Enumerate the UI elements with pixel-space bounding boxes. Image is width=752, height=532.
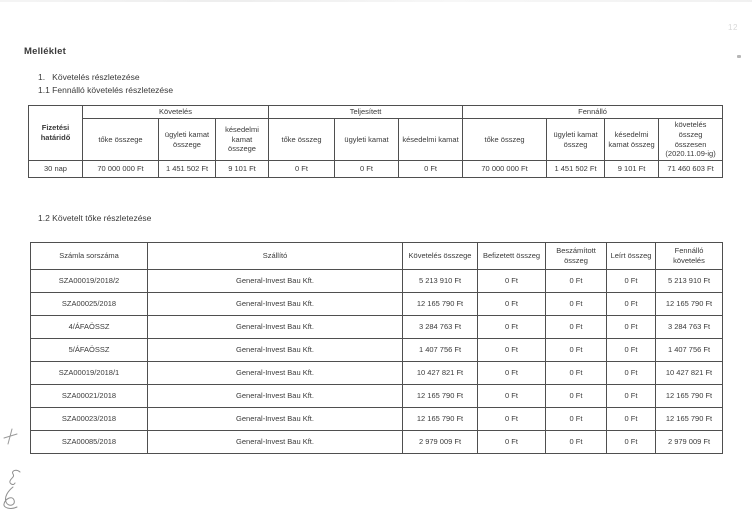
handwritten-scribble-mark	[1, 468, 29, 514]
data-cell: 0 Ft	[478, 431, 546, 454]
data-cell: 0 Ft	[546, 270, 607, 293]
data-cell: SZA00019/2018/1	[31, 362, 148, 385]
header-cell-paid-amount: Befizetett összeg	[478, 243, 546, 270]
data-cell: 0 Ft	[546, 316, 607, 339]
data-cell: SZA00019/2018/2	[31, 270, 148, 293]
table-group-header-row	[29, 106, 723, 119]
data-cell: SZA00085/2018	[31, 431, 148, 454]
data-cell: 0 Ft	[607, 385, 656, 408]
header-cell-invoice-number: Számla sorszáma	[31, 243, 148, 270]
header-cell-payment-deadline: Fizetési határidő	[29, 106, 83, 161]
data-cell: 12 165 790 Ft	[656, 408, 723, 431]
data-cell: 70 000 000 Ft	[463, 161, 547, 178]
heading-outstanding-claim-details: 1.1 Fennálló követelés részletezése	[38, 85, 174, 95]
page-title: Melléklet	[24, 46, 66, 57]
header-cell: követelés összeg összesen (2020.11.09-ig)	[659, 119, 723, 161]
data-cell: 30 nap	[29, 161, 83, 178]
data-cell: 0 Ft	[399, 161, 463, 178]
data-cell: 12 165 790 Ft	[656, 293, 723, 316]
claimed-principal-table	[30, 242, 723, 454]
header-cell: késedelmi kamat összeg	[605, 119, 659, 161]
data-cell: SZA00021/2018	[31, 385, 148, 408]
group-header-fulfilled: Teljesített	[269, 106, 463, 119]
heading-claimed-principal-details: 1.2 Követelt tőke részletezése	[38, 213, 152, 223]
data-cell: General-Invest Bau Kft.	[148, 385, 403, 408]
data-cell: 0 Ft	[478, 408, 546, 431]
outstanding-claim-table	[28, 105, 723, 178]
data-cell: 4/ÁFAÖSSZ	[31, 316, 148, 339]
header-cell: tőke összeg	[269, 119, 335, 161]
data-cell: 10 427 821 Ft	[656, 362, 723, 385]
data-cell: 0 Ft	[478, 362, 546, 385]
data-cell: General-Invest Bau Kft.	[148, 431, 403, 454]
header-cell-claim-amount: Követelés összege	[403, 243, 478, 270]
data-cell: General-Invest Bau Kft.	[148, 408, 403, 431]
table-row	[31, 362, 723, 385]
faint-page-number: 12	[728, 23, 738, 32]
table-row	[31, 270, 723, 293]
header-cell-supplier: Szállító	[148, 243, 403, 270]
header-cell: ügyleti kamat összege	[159, 119, 216, 161]
table-sub-header-row	[29, 119, 723, 161]
header-cell: késedelmi kamat	[399, 119, 463, 161]
data-cell: 12 165 790 Ft	[403, 293, 478, 316]
data-cell: 0 Ft	[546, 339, 607, 362]
data-cell: 0 Ft	[478, 316, 546, 339]
data-cell: 0 Ft	[478, 270, 546, 293]
data-cell: 0 Ft	[546, 408, 607, 431]
data-cell: SZA00025/2018	[31, 293, 148, 316]
data-cell: 5/ÁFAÖSSZ	[31, 339, 148, 362]
group-header-claim: Követelés	[83, 106, 269, 119]
data-cell: 0 Ft	[607, 316, 656, 339]
header-cell: késedelmi kamat összege	[216, 119, 269, 161]
data-cell: 0 Ft	[607, 293, 656, 316]
scan-speck-mark	[737, 55, 741, 58]
data-cell: General-Invest Bau Kft.	[148, 362, 403, 385]
data-cell: 2 979 009 Ft	[403, 431, 478, 454]
data-cell: 1 407 756 Ft	[403, 339, 478, 362]
data-cell: 5 213 910 Ft	[403, 270, 478, 293]
data-cell: 1 451 502 Ft	[159, 161, 216, 178]
data-cell: General-Invest Bau Kft.	[148, 316, 403, 339]
data-cell: 0 Ft	[546, 385, 607, 408]
data-cell: 0 Ft	[546, 293, 607, 316]
data-cell: 71 460 603 Ft	[659, 161, 723, 178]
data-cell: General-Invest Bau Kft.	[148, 270, 403, 293]
group-header-outstanding: Fennálló	[463, 106, 723, 119]
data-cell: 12 165 790 Ft	[403, 408, 478, 431]
data-cell: 2 979 009 Ft	[656, 431, 723, 454]
data-cell: 70 000 000 Ft	[83, 161, 159, 178]
header-cell: ügyleti kamat	[335, 119, 399, 161]
data-cell: General-Invest Bau Kft.	[148, 339, 403, 362]
data-cell: 0 Ft	[607, 362, 656, 385]
data-cell: 10 427 821 Ft	[403, 362, 478, 385]
data-cell: 0 Ft	[546, 362, 607, 385]
data-cell: 0 Ft	[607, 408, 656, 431]
header-cell-outstanding-claim: Fennálló követelés	[656, 243, 723, 270]
table-row	[31, 385, 723, 408]
data-cell: 0 Ft	[546, 431, 607, 454]
data-cell: 12 165 790 Ft	[403, 385, 478, 408]
data-cell: 3 284 763 Ft	[656, 316, 723, 339]
data-cell: SZA00023/2018	[31, 408, 148, 431]
handwritten-cross-mark	[2, 427, 20, 447]
table-row	[31, 431, 723, 454]
data-cell: 0 Ft	[335, 161, 399, 178]
heading-claim-details: 1. Követelés részletezése	[38, 72, 140, 82]
data-cell: 0 Ft	[478, 385, 546, 408]
header-cell: tőke összeg	[463, 119, 547, 161]
data-cell: 0 Ft	[607, 270, 656, 293]
data-cell: 9 101 Ft	[216, 161, 269, 178]
data-cell: 0 Ft	[607, 339, 656, 362]
table-header-row	[31, 243, 723, 270]
header-cell-offset-amount: Beszámított összeg	[546, 243, 607, 270]
data-cell: 0 Ft	[478, 339, 546, 362]
data-cell: 1 451 502 Ft	[547, 161, 605, 178]
scan-edge-artifact	[0, 0, 752, 2]
data-cell: General-Invest Bau Kft.	[148, 293, 403, 316]
data-cell: 12 165 790 Ft	[656, 385, 723, 408]
data-cell: 3 284 763 Ft	[403, 316, 478, 339]
table-row	[31, 408, 723, 431]
data-cell: 0 Ft	[478, 293, 546, 316]
table-row	[29, 161, 723, 178]
header-cell: ügyleti kamat összeg	[547, 119, 605, 161]
table-row	[31, 293, 723, 316]
data-cell: 1 407 756 Ft	[656, 339, 723, 362]
header-cell: tőke összege	[83, 119, 159, 161]
header-cell-writtenoff-amount: Leírt összeg	[607, 243, 656, 270]
data-cell: 0 Ft	[607, 431, 656, 454]
data-cell: 0 Ft	[269, 161, 335, 178]
table-row	[31, 316, 723, 339]
data-cell: 9 101 Ft	[605, 161, 659, 178]
data-cell: 5 213 910 Ft	[656, 270, 723, 293]
table-row	[31, 339, 723, 362]
